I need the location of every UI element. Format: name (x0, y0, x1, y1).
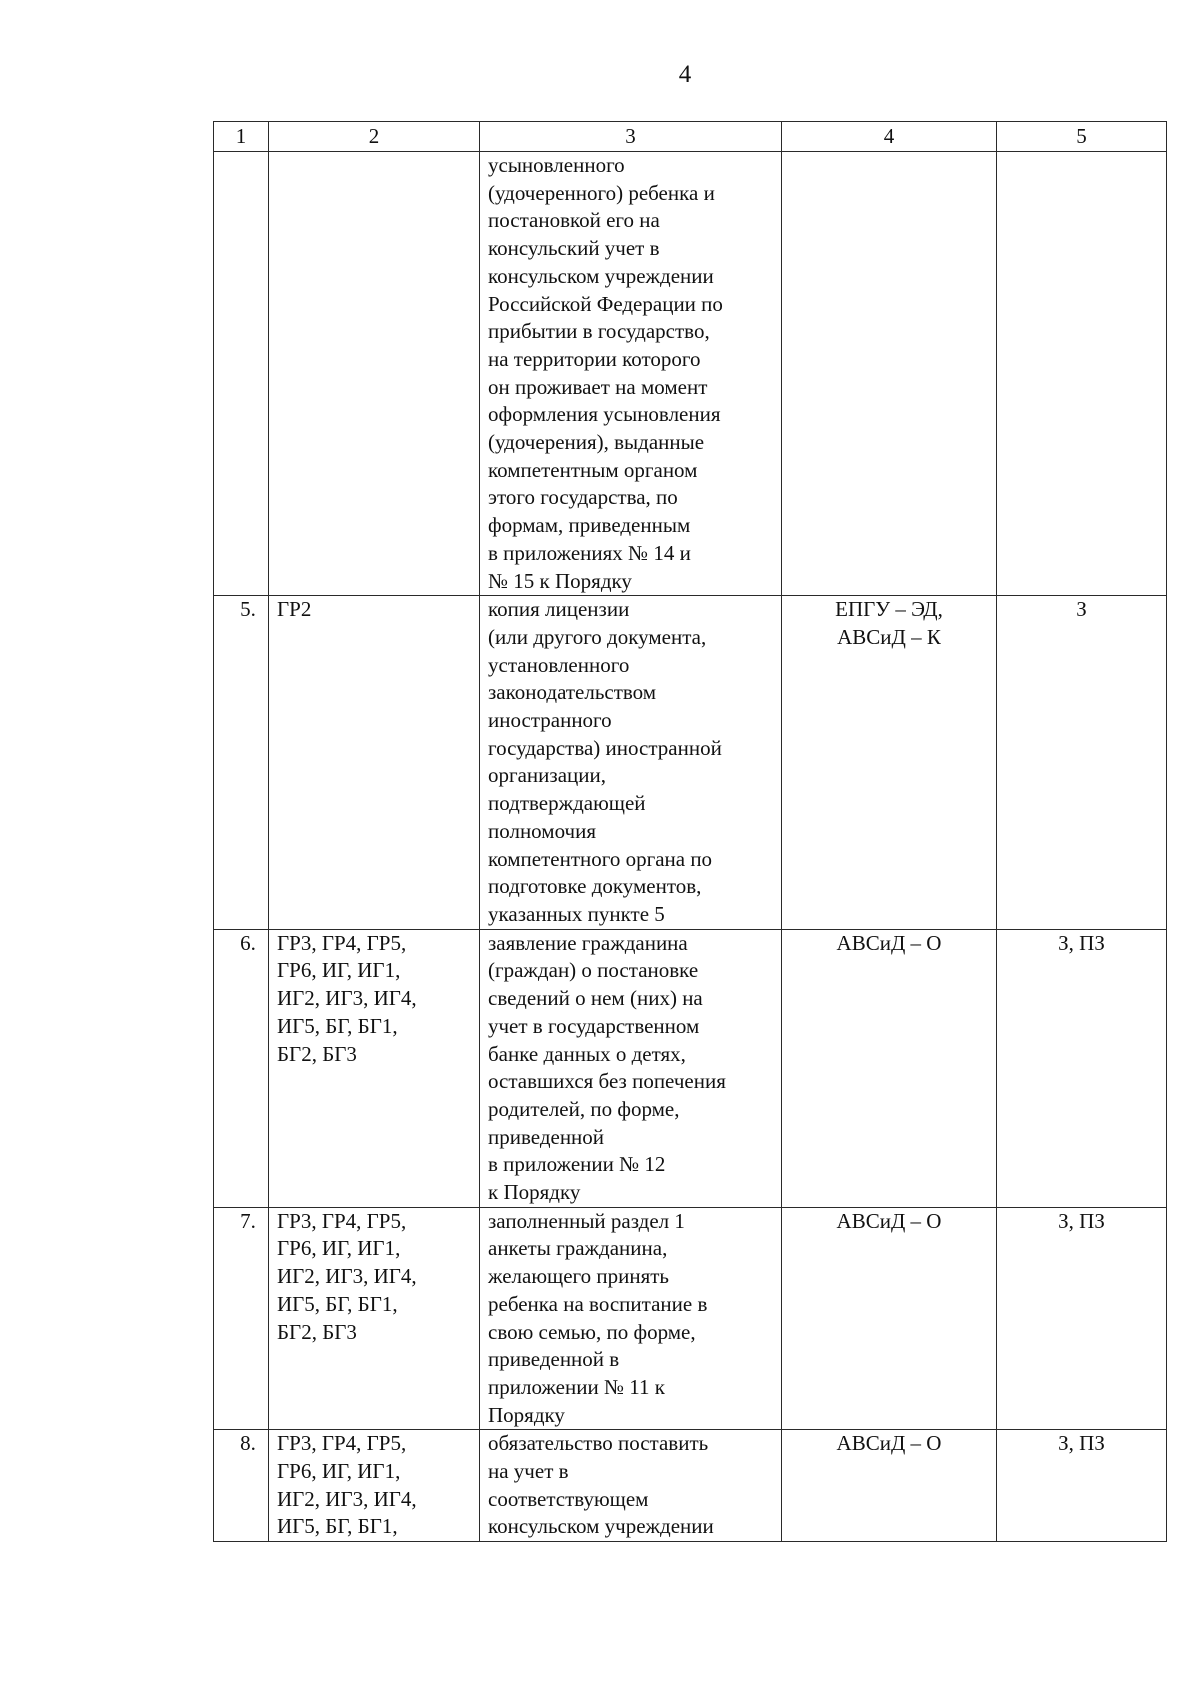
header-cell-3: 3 (480, 122, 782, 152)
row-number (214, 152, 269, 596)
documents-table (213, 121, 1167, 1542)
applicant-groups: ГР3, ГР4, ГР5, ГР6, ИГ, ИГ1, ИГ2, ИГ3, ИГ4, ИГ5, БГ, БГ1, БГ2, БГ3 (269, 929, 480, 1207)
applicant-groups (269, 152, 480, 596)
header-cell-1: 1 (214, 122, 269, 152)
document-description: обязательство поставить на учет в соответствующем консульском учреждении (480, 1430, 782, 1542)
document-description: заявление гражданина (граждан) о постановке сведений о нем (них) на учет в государственном банке данных о детях, оставшихся без попечения родителей, по форме, приведенной в приложении № 12 к Порядку (480, 929, 782, 1207)
applicant-groups: ГР3, ГР4, ГР5, ГР6, ИГ, ИГ1, ИГ2, ИГ3, ИГ4, ИГ5, БГ, БГ1, БГ2, БГ3 (269, 1207, 480, 1430)
submission-format (782, 152, 997, 596)
table-header-row (214, 122, 1167, 152)
row-number: 7. (214, 1207, 269, 1430)
submission-format: АВСиД – О (782, 1430, 997, 1542)
submission-format: АВСиД – О (782, 1207, 997, 1430)
row-number: 6. (214, 929, 269, 1207)
submission-format: ЕПГУ – ЭД, АВСиД – К (782, 596, 997, 929)
document-description: копия лицензии (или другого документа, установленного законодательством иностранного государства) иностранной организации, подтверждающей полномочия компетентного органа по подготовке документов, указанных пункте 5 (480, 596, 782, 929)
applicant-groups: ГР3, ГР4, ГР5, ГР6, ИГ, ИГ1, ИГ2, ИГ3, ИГ4, ИГ5, БГ, БГ1, (269, 1430, 480, 1542)
procedure-stage (997, 152, 1167, 596)
header-cell-4: 4 (782, 122, 997, 152)
document-description: заполненный раздел 1 анкеты гражданина, желающего принять ребенка на воспитание в свою семью, по форме, приведенной в приложении № 11 к Порядку (480, 1207, 782, 1430)
document-description: усыновленного (удочеренного) ребенка и постановкой его на консульский учет в консульском учреждении Российской Федерации по прибытии в государство, на территории которого он проживает на момент оформления усыновления (удочерения), выданные компетентным органом этого государства, по формам, приведенным в приложениях № 14 и № 15 к Порядку (480, 152, 782, 596)
table-row (214, 929, 1167, 1207)
page-number: 4 (678, 61, 692, 88)
procedure-stage: З (997, 596, 1167, 929)
submission-format: АВСиД – О (782, 929, 997, 1207)
procedure-stage: З, ПЗ (997, 1430, 1167, 1542)
table-row (214, 596, 1167, 929)
procedure-stage: З, ПЗ (997, 929, 1167, 1207)
row-number: 8. (214, 1430, 269, 1542)
header-cell-5: 5 (997, 122, 1167, 152)
procedure-stage: З, ПЗ (997, 1207, 1167, 1430)
header-cell-2: 2 (269, 122, 480, 152)
table-row (214, 1430, 1167, 1542)
table-row (214, 1207, 1167, 1430)
applicant-groups: ГР2 (269, 596, 480, 929)
table-row (214, 152, 1167, 596)
row-number: 5. (214, 596, 269, 929)
